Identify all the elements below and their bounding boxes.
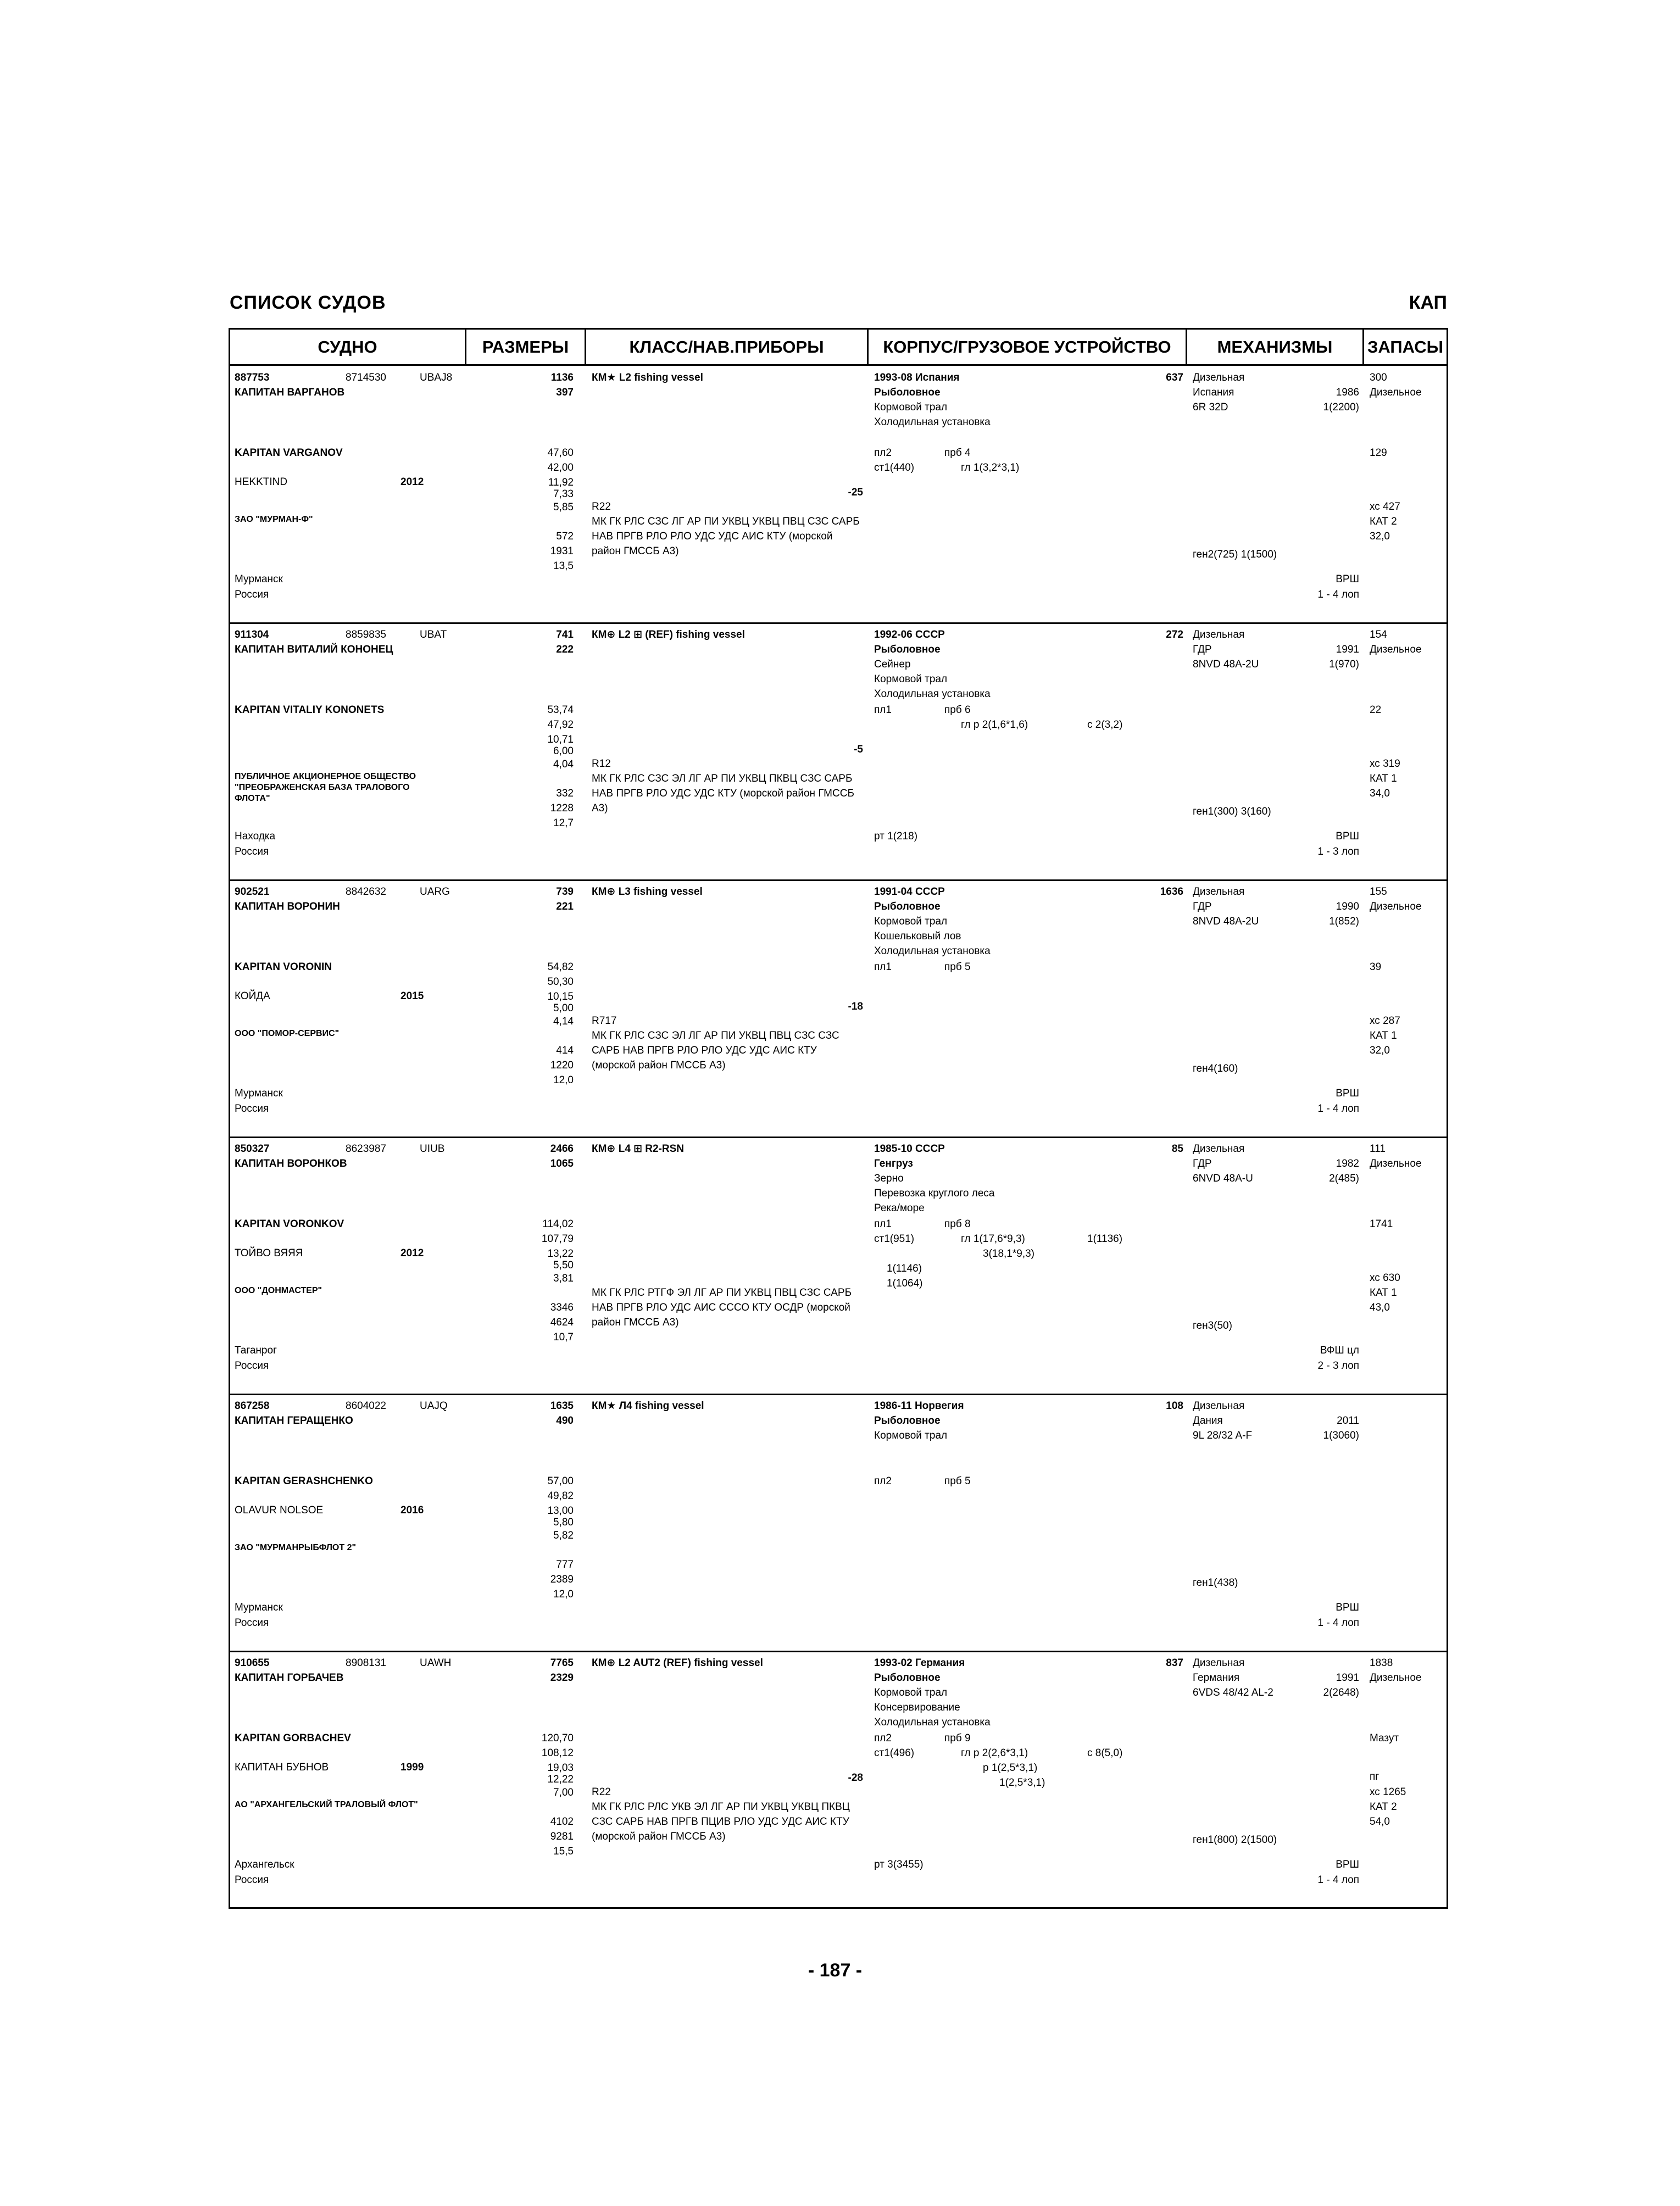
vessel-port: Мурманск — [235, 573, 283, 585]
vessel-dimension: 222 — [556, 644, 574, 655]
vessel-fuel: 154 — [1370, 629, 1387, 640]
vessel-prop-blades: 1 - 4 лоп — [1317, 1103, 1359, 1115]
vessel-fuel-type: Дизельное — [1370, 1158, 1422, 1169]
vessel-nav-equipment: МК ГК РЛС РЛС УКВ ЭЛ ЛГ АР ПИ УКВЦ УКВЦ ПКВЦ СЗС САРБ НАВ ПРГВ ПЦИВ РЛО УДС УДС АИС КТУ (морской район ГМССБ А3) — [592, 1801, 850, 1842]
table-header — [230, 330, 1447, 366]
vessel-class-title: КМ⊕ L2 AUT2 (REF) fishing vessel — [592, 1657, 763, 1669]
vessel-extra-pr: пг — [1370, 1771, 1379, 1782]
vessel-dimension: 332 — [556, 788, 574, 799]
vessel-former-year: 2015 — [400, 990, 424, 1002]
vessel-engine-model: 9L 28/32 A-F — [1193, 1430, 1253, 1441]
vessel-dimension: 19,03 — [547, 1762, 574, 1774]
vessel-gen: ген1(438) — [1193, 1577, 1238, 1589]
vessel-holds-b: прб 8 — [944, 1218, 971, 1230]
vessel-range-c: 32,0 — [1370, 1045, 1390, 1056]
vessel-dimension: 5,82 — [553, 1530, 574, 1541]
vessel-dimension: 12,0 — [553, 1074, 574, 1086]
vessel-id: 910655 — [235, 1657, 270, 1669]
vessel-engine-model: 6VDS 48/42 AL-2 — [1193, 1687, 1273, 1698]
vessel-country: Россия — [235, 589, 269, 600]
vessel-nav-equipment: МК ГК РЛС РТГФ ЭЛ ЛГ АР ПИ УКВЦ ПВЦ СЗС САРБ НАВ ПРГВ РЛО УДС АИС СССО КТУ ОСДР (морской район ГМССБ А3) — [592, 1287, 852, 1328]
column-header-hull: КОРПУС/ГРУЗОВОЕ УСТРОЙСТВО — [869, 330, 1187, 364]
vessel-range-a: хс 630 — [1370, 1272, 1400, 1284]
vessel-fuel: 155 — [1370, 886, 1387, 898]
vessel-engine-model: 8NVD 48A-2U — [1193, 916, 1259, 927]
vessel-hull-line: Консервирование — [874, 1702, 960, 1713]
vessel-former-name: OLAVUR NOLSOE — [235, 1505, 324, 1516]
vessel-owner: ПУБЛИЧНОЕ АКЦИОНЕРНОЕ ОБЩЕСТВО "ПРЕОБРАЖЕНСКАЯ БАЗА ТРАЛОВОГО ФЛОТА" — [235, 772, 416, 803]
vessel-range-b: КАТ 2 — [1370, 1801, 1397, 1813]
vessel-dimension: 57,00 — [547, 1475, 574, 1487]
vessel-dimension: 42,00 — [547, 462, 574, 473]
vessel-former-year: 2012 — [400, 476, 424, 488]
vessel-nav-equipment: МК ГК РЛС СЗС ЭЛ ЛГ АР ПИ УКВЦ ПВЦ СЗС СЗС САРБ НАВ ПРГВ РЛО РЛО УДС УДС АИС КТУ (морской район ГМССБ А3) — [592, 1030, 839, 1071]
vessel-dimension: 13,22 — [547, 1248, 574, 1260]
vessel-engine-model: 6R 32D — [1193, 402, 1228, 413]
vessel-dimension: 414 — [556, 1045, 574, 1056]
vessel-holds-f: 3(18,1*9,3) — [983, 1248, 1035, 1260]
vessel-hull-line: Холодильная установка — [874, 416, 991, 428]
vessel-holds-c: ст1(951) — [874, 1233, 915, 1245]
vessel-hull-line: Генгруз — [874, 1158, 913, 1169]
vessel-country: Россия — [235, 1617, 269, 1629]
vessel-hull-head: 1993-08 Испания — [874, 372, 960, 383]
vessel-fuel-2: 1741 — [1370, 1218, 1393, 1230]
vessel-engine-year: 1990 — [1336, 901, 1359, 912]
vessel-ice: -18 — [848, 1001, 863, 1012]
vessel-fuel-type: Дизельное — [1370, 901, 1422, 912]
vessel-range-c: 32,0 — [1370, 531, 1390, 542]
vessel-imo: 8859835 — [346, 629, 386, 640]
vessel-prop: ВРШ — [1336, 1859, 1359, 1870]
vessel-range-c: 54,0 — [1370, 1816, 1390, 1828]
vessel-engine-country: ГДР — [1193, 1158, 1212, 1169]
vessel-dimension: 15,5 — [553, 1846, 574, 1857]
vessel-radio: R12 — [592, 758, 611, 770]
vessel-hull-line: Кошельковый лов — [874, 931, 961, 942]
vessel-engine-country: ГДР — [1193, 901, 1212, 912]
vessel-hull-num: 837 — [1166, 1657, 1183, 1669]
vessel-hull-line: Кормовой трал — [874, 402, 948, 413]
vessel-hold-extra: 1(1146) — [887, 1263, 922, 1274]
vessel-engine-type: Дизельная — [1193, 372, 1245, 383]
vessel-fuel-2: 22 — [1370, 704, 1382, 716]
vessel-dimension: 4102 — [550, 1816, 574, 1828]
vessel-hull-line: Холодильная установка — [874, 945, 991, 957]
vessel-name-lat: KAPITAN VORONKOV — [235, 1218, 344, 1230]
vessel-range-b: КАТ 1 — [1370, 1030, 1397, 1041]
vessel-hold-extra: 1(1064) — [887, 1278, 923, 1289]
vessel-former-name: HEKKTIND — [235, 476, 288, 488]
vessel-dimension: 4,04 — [553, 759, 574, 770]
vessel-hull-head: 1986-11 Норвегия — [874, 1400, 964, 1412]
vessel-range-a: хс 427 — [1370, 501, 1400, 512]
column-header-vessel: СУДНО — [230, 330, 466, 364]
vessel-hull-line: Кормовой трал — [874, 1687, 948, 1698]
vessel-dimension: 50,30 — [547, 976, 574, 988]
vessel-hull-line: Рыболовное — [874, 1672, 941, 1684]
vessel-class-title: КМ★ Л4 fishing vessel — [592, 1400, 704, 1412]
vessel-extra: рт 3(3455) — [874, 1859, 924, 1870]
vessel-dimension: 53,74 — [547, 704, 574, 716]
vessel-callsign: UAWH — [420, 1657, 452, 1669]
vessel-former-name: ТОЙВО ВЯЯЯ — [235, 1247, 303, 1259]
vessel-dimension: 2389 — [550, 1574, 574, 1585]
vessel-dimension: 741 — [556, 629, 574, 640]
vessel-holds-b: прб 9 — [944, 1733, 971, 1744]
column-header-class: КЛАСС/НАВ.ПРИБОРЫ — [586, 330, 869, 364]
vessel-hull-num: 272 — [1166, 629, 1183, 640]
vessel-dimension: 739 — [556, 886, 574, 898]
vessel-class-title: КМ⊕ L3 fishing vessel — [592, 886, 703, 898]
vessel-engine-year: 1991 — [1336, 644, 1359, 655]
vessel-dimension: 12,22 — [547, 1774, 574, 1785]
vessel-gen: ген1(800) 2(1500) — [1193, 1834, 1277, 1846]
vessel-dimension: 5,80 — [553, 1517, 574, 1528]
vessel-engine-country: Испания — [1193, 387, 1234, 398]
vessel-dimension: 2329 — [550, 1672, 574, 1684]
vessel-former-name: КАПИТАН БУБНОВ — [235, 1762, 329, 1773]
vessel-gen: ген3(50) — [1193, 1320, 1232, 1332]
vessel-radio: R22 — [592, 1786, 611, 1798]
vessel-dimension: 10,15 — [547, 991, 574, 1002]
vessel-holds-a: пл1 — [874, 961, 892, 973]
vessel-holds-b: прб 5 — [944, 961, 971, 973]
vessel-range-c: 43,0 — [1370, 1302, 1390, 1313]
vessel-gen: ген1(300) 3(160) — [1193, 806, 1271, 817]
vessel-ice: -25 — [848, 487, 863, 498]
vessel-range-a: хс 319 — [1370, 758, 1400, 770]
vessel-fuel-type: Дизельное — [1370, 644, 1422, 655]
vessel-hull-head: 1992-06 СССР — [874, 629, 945, 640]
vessel-holds-a: пл1 — [874, 704, 892, 716]
vessel-holds-a: пл2 — [874, 447, 892, 459]
vessel-owner: ЗАО "МУРМАН-Ф" — [235, 515, 313, 524]
vessel-port: Мурманск — [235, 1088, 283, 1099]
vessel-engine-type: Дизельная — [1193, 629, 1245, 640]
vessel-dimension: 47,92 — [547, 719, 574, 731]
vessel-name-lat: KAPITAN VITALIY KONONETS — [235, 704, 385, 716]
vessel-hull-line: Зерно — [874, 1173, 904, 1184]
vessel-former-year: 2012 — [400, 1247, 424, 1259]
vessel-dimension: 114,02 — [542, 1218, 574, 1230]
vessel-former-year: 2016 — [400, 1505, 424, 1516]
vessel-prop-blades: 1 - 3 лоп — [1317, 846, 1359, 857]
vessel-holds-e: 1(1136) — [1087, 1233, 1123, 1245]
vessel-holds-b: прб 5 — [944, 1475, 971, 1487]
vessel-name-ru: КАПИТАН ВАРГАНОВ — [235, 387, 345, 398]
vessel-holds-c: ст1(440) — [874, 462, 915, 473]
vessel-callsign: UBAJ8 — [420, 372, 453, 383]
vessel-holds-e: с 8(5,0) — [1087, 1747, 1123, 1759]
vessel-range-a: хс 287 — [1370, 1015, 1400, 1027]
vessel-port: Таганрог — [235, 1345, 277, 1356]
vessel-former-year: 1999 — [400, 1762, 424, 1773]
vessel-dimension: 107,79 — [541, 1233, 574, 1245]
vessel-callsign: UAJQ — [420, 1400, 448, 1412]
vessel-gen: ген2(725) 1(1500) — [1193, 549, 1277, 560]
vessel-hold-extra: 1(2,5*3,1) — [999, 1777, 1045, 1789]
vessel-range-c: 34,0 — [1370, 788, 1390, 799]
page-title: СПИСОК СУДОВ — [230, 292, 386, 313]
vessel-dimension: 120,70 — [541, 1733, 574, 1744]
vessel-hull-num: 1636 — [1160, 886, 1183, 898]
vessel-port: Архангельск — [235, 1859, 294, 1870]
vessel-prop: ВРШ — [1336, 1602, 1359, 1613]
vessel-hull-num: 85 — [1171, 1143, 1183, 1155]
vessel-hull-line: Холодильная установка — [874, 1717, 991, 1728]
vessel-class-title: КМ★ L2 fishing vessel — [592, 372, 703, 383]
vessel-engine-year: 1986 — [1336, 387, 1359, 398]
vessel-hull-num: 637 — [1166, 372, 1183, 383]
vessel-dimension: 13,5 — [553, 560, 574, 572]
vessel-hull-head: 1993-02 Германия — [874, 1657, 965, 1669]
vessel-radio: R717 — [592, 1015, 617, 1027]
vessel-engine-power: 1(970) — [1329, 659, 1359, 670]
vessel-prop: ВФШ цл — [1320, 1345, 1359, 1356]
vessel-owner: ЗАО "МУРМАНРЫБФЛОТ 2" — [235, 1543, 357, 1552]
vessel-prop-blades: 1 - 4 лоп — [1317, 1617, 1359, 1629]
vessel-name-ru: КАПИТАН ГОРБАЧЕВ — [235, 1672, 344, 1684]
vessel-dimension: 572 — [556, 531, 574, 542]
vessel-hull-head: 1985-10 СССР — [874, 1143, 945, 1155]
page-number: - 187 - — [808, 1960, 863, 1981]
vessel-id: 867258 — [235, 1400, 270, 1412]
vessel-gen: ген4(160) — [1193, 1063, 1238, 1074]
vessel-prop: ВРШ — [1336, 831, 1359, 842]
vessel-engine-country: ГДР — [1193, 644, 1212, 655]
vessel-dimension: 47,60 — [547, 447, 574, 459]
vessel-dimension: 11,92 — [548, 477, 574, 488]
vessel-hull-line: Река/море — [874, 1202, 925, 1214]
vessel-dimension: 108,12 — [541, 1747, 574, 1759]
vessel-dimension: 12,7 — [553, 817, 574, 829]
vessel-country: Россия — [235, 1360, 269, 1372]
vessel-holds-c: ст1(496) — [874, 1747, 915, 1759]
vessel-holds-f: р 1(2,5*3,1) — [983, 1762, 1038, 1774]
vessel-dimension: 2466 — [550, 1143, 574, 1155]
vessel-name-ru: КАПИТАН ГЕРАЩЕНКО — [235, 1415, 353, 1427]
vessel-holds-a: пл1 — [874, 1218, 892, 1230]
vessel-callsign: UBAT — [420, 629, 447, 640]
vessel-prop-blades: 1 - 4 лоп — [1317, 589, 1359, 600]
vessel-fuel-2: 39 — [1370, 961, 1382, 973]
vessel-dimension: 13,00 — [547, 1505, 574, 1517]
vessel-class-title: КМ⊕ L4 ⊞ R2-RSN — [592, 1143, 685, 1155]
vessel-ice: -5 — [854, 744, 863, 755]
vessel-holds-d: гл р 2(1,6*1,6) — [961, 719, 1028, 731]
vessel-country: Россия — [235, 846, 269, 857]
vessel-dimension: 49,82 — [547, 1490, 574, 1502]
vessel-table — [229, 328, 1448, 1909]
vessel-callsign: UIUB — [420, 1143, 445, 1155]
vessel-radio: R22 — [592, 501, 611, 512]
vessel-dimension: 10,71 — [547, 734, 574, 745]
column-header-stores: ЗАПАСЫ — [1367, 337, 1444, 356]
vessel-name-lat: KAPITAN GORBACHEV — [235, 1733, 351, 1744]
vessel-id: 887753 — [235, 372, 270, 383]
vessel-owner: ООО "ДОНМАСТЕР" — [235, 1286, 322, 1295]
vessel-holds-a: пл2 — [874, 1733, 892, 1744]
vessel-former-name: КОЙДА — [235, 990, 270, 1002]
vessel-record — [230, 880, 1447, 1138]
vessel-class-title: КМ⊕ L2 ⊞ (REF) fishing vessel — [592, 629, 745, 640]
vessel-id: 850327 — [235, 1143, 270, 1155]
vessel-engine-power: 1(3060) — [1323, 1430, 1359, 1441]
vessel-imo: 8623987 — [346, 1143, 386, 1155]
vessel-hull-line: Холодильная установка — [874, 688, 991, 700]
vessel-name-lat: KAPITAN GERASHCHENKO — [235, 1475, 373, 1487]
vessel-dimension: 5,50 — [553, 1260, 574, 1271]
vessel-port: Мурманск — [235, 1602, 283, 1613]
vessel-range-b: КАТ 2 — [1370, 516, 1397, 527]
vessel-fuel-2: Мазут — [1370, 1733, 1399, 1744]
vessel-hull-line: Рыболовное — [874, 1415, 941, 1427]
vessel-dimension: 7,33 — [553, 488, 574, 500]
vessel-hull-head: 1991-04 СССР — [874, 886, 945, 898]
vessel-hull-line: Кормовой трал — [874, 673, 948, 685]
vessel-dimension: 3346 — [550, 1302, 574, 1313]
vessel-name-lat: KAPITAN VARGANOV — [235, 447, 343, 459]
vessel-record — [230, 1651, 1447, 1909]
vessel-fuel-2: 129 — [1370, 447, 1387, 459]
vessel-engine-type: Дизельная — [1193, 1143, 1245, 1155]
vessel-imo: 8842632 — [346, 886, 386, 898]
vessel-prop-blades: 1 - 4 лоп — [1317, 1874, 1359, 1886]
vessel-ice: -28 — [848, 1772, 863, 1784]
vessel-id: 902521 — [235, 886, 270, 898]
vessel-engine-year: 1991 — [1336, 1672, 1359, 1684]
vessel-hull-line: Сейнер — [874, 659, 911, 670]
vessel-name-ru: КАПИТАН ВОРОНКОВ — [235, 1158, 347, 1169]
vessel-owner: АО "АРХАНГЕЛЬСКИЙ ТРАЛОВЫЙ ФЛОТ" — [235, 1800, 418, 1809]
vessel-name-ru: КАПИТАН ВОРОНИН — [235, 901, 340, 912]
vessel-engine-power: 2(485) — [1329, 1173, 1359, 1184]
vessel-dimension: 397 — [556, 387, 574, 398]
vessel-fuel-type: Дизельное — [1370, 1672, 1422, 1684]
vessel-engine-model: 8NVD 48A-2U — [1193, 659, 1259, 670]
vessel-owner: ООО "ПОМОР-СЕРВИС" — [235, 1029, 340, 1038]
vessel-engine-power: 1(852) — [1329, 916, 1359, 927]
vessel-engine-country: Германия — [1193, 1672, 1240, 1684]
vessel-port: Находка — [235, 831, 276, 842]
vessel-dimension: 10,7 — [553, 1332, 574, 1343]
vessel-dimension: 221 — [556, 901, 574, 912]
vessel-hull-line: Рыболовное — [874, 901, 941, 912]
vessel-holds-d: гл р 2(2,6*3,1) — [961, 1747, 1028, 1759]
vessel-engine-year: 1982 — [1336, 1158, 1359, 1169]
vessel-holds-d: гл 1(17,6*9,3) — [961, 1233, 1025, 1245]
vessel-id: 911304 — [235, 629, 269, 640]
vessel-imo: 8604022 — [346, 1400, 386, 1412]
vessel-dimension: 1931 — [550, 545, 574, 557]
vessel-engine-type: Дизельная — [1193, 886, 1245, 898]
vessel-range-a: хс 1265 — [1370, 1786, 1406, 1798]
vessel-dimension: 1635 — [550, 1400, 574, 1412]
vessel-hull-line: Перевозка круглого леса — [874, 1188, 995, 1199]
vessel-dimension: 5,85 — [553, 502, 574, 513]
vessel-dimension: 7,00 — [553, 1787, 574, 1798]
vessel-dimension: 1228 — [550, 803, 574, 814]
vessel-hull-line: Кормовой трал — [874, 916, 948, 927]
vessel-hull-line: Рыболовное — [874, 387, 941, 398]
vessel-holds-a: пл2 — [874, 1475, 892, 1487]
vessel-engine-model: 6NVD 48A-U — [1193, 1173, 1253, 1184]
vessel-name-lat: KAPITAN VORONIN — [235, 961, 332, 973]
vessel-dimension: 6,00 — [553, 745, 574, 757]
vessel-callsign: UARG — [420, 886, 450, 898]
vessel-dimension: 3,81 — [553, 1273, 574, 1284]
vessel-fuel: 300 — [1370, 372, 1387, 383]
vessel-dimension: 7765 — [550, 1657, 574, 1669]
column-header-machinery: МЕХАНИЗМЫ — [1187, 330, 1364, 364]
vessel-imo: 8714530 — [346, 372, 386, 383]
vessel-name-ru: КАПИТАН ВИТАЛИЙ КОНОНЕЦ — [235, 644, 393, 655]
vessel-range-b: КАТ 1 — [1370, 1287, 1397, 1299]
vessel-prop-blades: 2 - 3 лоп — [1317, 1360, 1359, 1372]
vessel-dimension: 4624 — [550, 1317, 574, 1328]
vessel-fuel: 1838 — [1370, 1657, 1393, 1669]
vessel-dimension: 1136 — [550, 372, 574, 383]
vessel-fuel-type: Дизельное — [1370, 387, 1422, 398]
vessel-nav-equipment: МК ГК РЛС СЗС ЭЛ ЛГ АР ПИ УКВЦ ПКВЦ СЗС САРБ НАВ ПРГВ РЛО УДС УДС КТУ (морской район ГМССБ А3) — [592, 773, 854, 814]
vessel-record — [230, 366, 1447, 624]
vessel-dimension: 1220 — [550, 1060, 574, 1071]
page-code: КАП — [1409, 292, 1447, 313]
vessel-dimension: 4,14 — [553, 1016, 574, 1027]
vessel-engine-type: Дизельная — [1193, 1657, 1245, 1669]
vessel-prop: ВРШ — [1336, 573, 1359, 585]
vessel-dimension: 490 — [556, 1415, 574, 1427]
vessel-holds-b: прб 6 — [944, 704, 971, 716]
vessel-hold-extra: рт 1(218) — [874, 831, 918, 842]
vessel-country: Россия — [235, 1103, 269, 1115]
vessel-engine-country: Дания — [1193, 1415, 1223, 1427]
vessel-hull-line: Рыболовное — [874, 644, 941, 655]
vessel-hull-line: Кормовой трал — [874, 1430, 948, 1441]
vessel-record — [230, 1394, 1447, 1652]
vessel-dimension: 5,00 — [553, 1002, 574, 1014]
vessel-holds-e: с 2(3,2) — [1087, 719, 1123, 731]
vessel-engine-power: 1(2200) — [1323, 402, 1359, 413]
vessel-hull-num: 108 — [1166, 1400, 1183, 1412]
vessel-engine-type: Дизельная — [1193, 1400, 1245, 1412]
vessel-country: Россия — [235, 1874, 269, 1886]
vessel-engine-power: 2(2648) — [1323, 1687, 1359, 1698]
vessel-dimension: 777 — [556, 1559, 574, 1570]
vessel-dimension: 1065 — [550, 1158, 574, 1169]
vessel-engine-year: 2011 — [1337, 1415, 1359, 1427]
column-header-dimensions: РАЗМЕРЫ — [466, 330, 586, 364]
vessel-dimension: 54,82 — [547, 961, 574, 973]
vessel-dimension: 12,0 — [553, 1589, 574, 1600]
vessel-range-b: КАТ 1 — [1370, 773, 1397, 784]
vessel-holds-b: прб 4 — [944, 447, 971, 459]
vessel-prop: ВРШ — [1336, 1088, 1359, 1099]
vessel-record — [230, 1137, 1447, 1395]
vessel-fuel: 111 — [1370, 1143, 1386, 1155]
vessel-record — [230, 623, 1447, 881]
vessel-holds-d: гл 1(3,2*3,1) — [961, 462, 1020, 473]
vessel-nav-equipment: МК ГК РЛС СЗС ЛГ АР ПИ УКВЦ УКВЦ ПВЦ СЗС САРБ НАВ ПРГВ РЛО РЛО УДС УДС АИС КТУ (морской район ГМССБ А3) — [592, 516, 860, 557]
vessel-imo: 8908131 — [346, 1657, 386, 1669]
vessel-dimension: 9281 — [550, 1831, 574, 1842]
